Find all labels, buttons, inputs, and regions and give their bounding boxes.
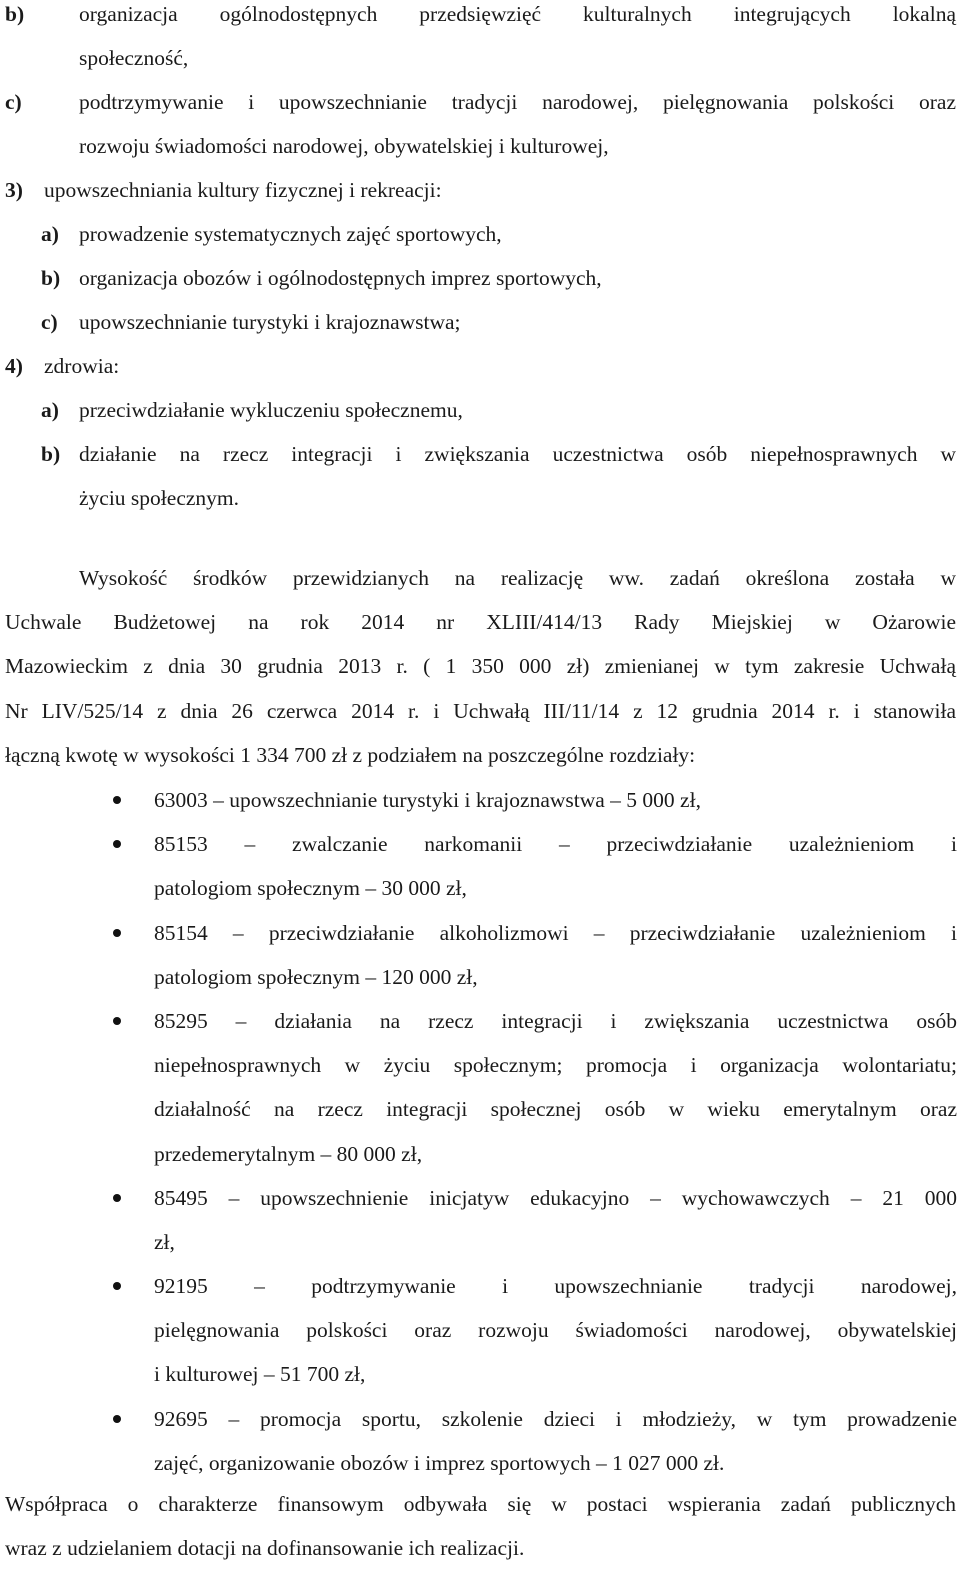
item-title: upowszechniania kultury fizycznej i rekreacji: — [44, 178, 442, 202]
bullet-icon — [107, 1176, 154, 1264]
item-text: społeczność, — [79, 46, 189, 70]
list-item-4b — [41, 432, 956, 476]
item-text: rozwoju świadomości narodowej, obywatelskiej i kulturowej, — [79, 134, 609, 158]
item-marker: b) — [41, 442, 61, 466]
chapter-item — [107, 999, 957, 1176]
bullet-icon — [107, 999, 154, 1176]
bullet-icon — [107, 1264, 154, 1397]
list-item-c-traditions-cont — [79, 124, 609, 168]
item-marker: a) — [41, 398, 59, 422]
item-marker: c) — [41, 310, 58, 334]
chapter-text: patologiom społecznym – 120 000 zł, — [154, 964, 478, 989]
list-item-3-sport — [5, 168, 442, 212]
item-text: życiu społecznym. — [79, 486, 240, 510]
list-item-3a — [41, 212, 502, 256]
item-marker: 4) — [5, 354, 23, 378]
chapter-item — [107, 911, 957, 999]
chapter-text: 85495 – upowszechnienie inicjatyw edukacyjno – wychowawczych – 21 000 — [154, 1185, 957, 1210]
item-marker: 3) — [5, 178, 23, 202]
chapter-item — [107, 822, 957, 910]
chapter-text: i kulturowej – 51 700 zł, — [154, 1362, 366, 1387]
chapter-text: działalność na rzecz integracji społecznej osób w wieku emerytalnym oraz — [154, 1097, 957, 1122]
bullet-icon — [107, 911, 154, 999]
chapter-item — [107, 778, 957, 822]
chapters-list — [107, 778, 957, 1485]
item-title: zdrowia: — [44, 354, 120, 378]
item-text: organizacja ogólnodostępnych przedsięwzięć kulturalnych integrujących lokalną — [79, 2, 956, 26]
paragraph-text: Uchwale Budżetowej na rok 2014 nr XLIII/414/13 Rady Miejskiej w Ożarowie — [5, 610, 956, 635]
item-text: prowadzenie systematycznych zajęć sportowych, — [79, 222, 502, 246]
chapter-text: niepełnosprawnych w życiu społecznym; promocja i organizacja wolontariatu; — [154, 1053, 957, 1078]
bullet-icon — [107, 822, 154, 910]
paragraph-line — [5, 1526, 956, 1570]
list-item-4b-cont — [79, 476, 239, 520]
paragraph-text: Wysokość środków przewidzianych na realizację ww. zadań określona została w — [79, 566, 956, 590]
paragraph-line — [5, 600, 956, 644]
bullet-icon — [107, 1397, 154, 1485]
paragraph-text: Współpraca o charakterze finansowym odbywała się w postaci wspierania zadań publicznych — [5, 1492, 956, 1516]
item-text: upowszechnianie turystyki i krajoznawstwa; — [79, 310, 461, 334]
paragraph-text: wraz z udzielaniem dotacji na dofinansowanie ich realizacji. — [5, 1536, 525, 1561]
chapter-text: zajęć, organizowanie obozów i imprez sportowych – 1 027 000 zł. — [154, 1450, 725, 1475]
chapter-text: pielęgnowania polskości oraz rozwoju świadomości narodowej, obywatelskiej — [154, 1318, 957, 1343]
funds-paragraph — [5, 556, 956, 777]
item-marker: a) — [41, 222, 59, 246]
item-text: podtrzymywanie i upowszechnianie tradycji narodowej, pielęgnowania polskości oraz — [79, 90, 956, 114]
chapter-item — [107, 1264, 957, 1397]
paragraph-line — [5, 556, 956, 600]
paragraph-line — [5, 689, 956, 733]
list-item-3b — [41, 256, 602, 300]
list-item-b-cultural — [5, 0, 956, 36]
item-text: działanie na rzecz integracji i zwiększania uczestnictwa osób niepełnosprawnych w — [79, 442, 956, 466]
chapter-text: 92695 – promocja sportu, szkolenie dzieci i młodzieży, w tym prowadzenie — [154, 1406, 957, 1431]
item-marker: c) — [5, 90, 22, 114]
bullet-icon — [107, 778, 154, 822]
item-text: przeciwdziałanie wykluczeniu społecznemu, — [79, 398, 463, 422]
list-item-3c — [41, 300, 461, 344]
chapter-text: 92195 – podtrzymywanie i upowszechnianie tradycji narodowej, — [154, 1274, 957, 1299]
paragraph-text: Mazowieckim z dnia 30 grudnia 2013 r. ( 1 350 000 zł) zmienianej w tym zakresie Uchwałą — [5, 654, 956, 679]
paragraph-text: Nr LIV/525/14 z dnia 26 czerwca 2014 r. i Uchwałą III/11/14 z 12 grudnia 2014 r. i stanowiła — [5, 698, 956, 723]
list-item-4a — [41, 388, 463, 432]
item-marker: b) — [41, 266, 61, 290]
chapter-text: 85154 – przeciwdziałanie alkoholizmowi – przeciwdziałanie uzależnieniom i — [154, 920, 957, 945]
paragraph-text: łączną kwotę w wysokości 1 334 700 zł z podziałem na poszczególne rozdziały: — [5, 742, 696, 767]
paragraph-line — [5, 1482, 956, 1526]
paragraph-line — [5, 733, 956, 777]
item-marker: b) — [5, 2, 25, 26]
chapter-text: 63003 – upowszechnianie turystyki i krajoznawstwa – 5 000 zł, — [154, 788, 701, 812]
item-text: organizacja obozów i ogólnodostępnych imprez sportowych, — [79, 266, 602, 290]
chapter-text: 85295 – działania na rzecz integracji i zwiększania uczestnictwa osób — [154, 1008, 957, 1033]
chapter-item — [107, 1397, 957, 1485]
list-item-b-cultural-cont — [79, 36, 188, 80]
chapter-text: przedemerytalnym – 80 000 zł, — [154, 1141, 423, 1166]
chapter-text: patologiom społecznym – 30 000 zł, — [154, 876, 467, 901]
list-item-4-health — [5, 344, 119, 388]
chapter-text: zł, — [154, 1229, 175, 1254]
paragraph-line — [5, 644, 956, 688]
chapter-text: 85153 – zwalczanie narkomanii – przeciwdziałanie uzależnieniom i — [154, 832, 957, 857]
closing-paragraph — [5, 1482, 956, 1570]
list-item-c-traditions — [5, 80, 956, 124]
chapter-item — [107, 1176, 957, 1264]
